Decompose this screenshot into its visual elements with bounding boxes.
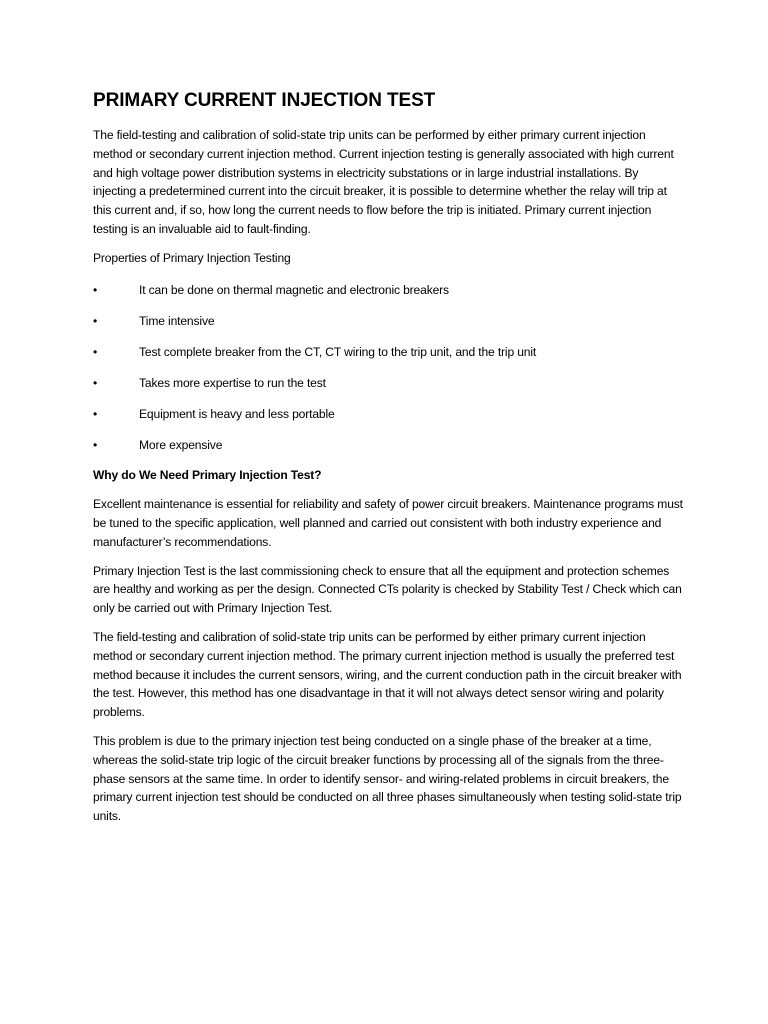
- list-item: [93, 312, 683, 331]
- body-paragraph: This problem is due to the primary injection test being conducted on a single phase of the breaker at a time, whereas the solid-state trip logic of the circuit breaker functions by processing all of the signals from the three-phase sensors at the same time. In order to identify sensor- and wiring-related problems in circuit breakers, the primary current injection test should be conducted on all three phases simultaneously when testing solid-state trip units.: [93, 734, 682, 824]
- why-heading: Why do We Need Primary Injection Test?: [93, 468, 322, 483]
- list-item-text: Takes more expertise to run the test: [139, 375, 326, 390]
- body-paragraph: The field-testing and calibration of solid-state trip units can be performed by either primary current injection method or secondary current injection method. The primary current injection method is usually the preferred test method because it includes the current sensors, wiring, and the current conduction path in the circuit breaker with the test. However, this method has one disadvantage in that it will not always detect sensor wiring and polarity problems.: [93, 630, 682, 720]
- properties-list: [93, 281, 683, 455]
- bullet-marker: •: [93, 344, 98, 359]
- list-item-text: Test complete breaker from the CT, CT wiring to the trip unit, and the trip unit: [139, 344, 537, 359]
- list-item-text: Time intensive: [139, 313, 215, 328]
- list-item-text: Equipment is heavy and less portable: [139, 406, 335, 421]
- list-item-text: More expensive: [139, 437, 223, 452]
- bullet-marker: •: [93, 313, 98, 328]
- document-page: [93, 88, 683, 836]
- list-item: [93, 281, 683, 300]
- body-paragraph: Excellent maintenance is essential for reliability and safety of power circuit breakers. Maintenance programs must be tuned to the specific application, well planned and carried out consistent with both industry experience and manufacturer’s recommendations.: [93, 497, 683, 549]
- bullet-marker: •: [93, 375, 98, 390]
- list-item-text: It can be done on thermal magnetic and electronic breakers: [139, 282, 449, 297]
- list-item: [93, 343, 683, 362]
- body-paragraph: Primary Injection Test is the last commissioning check to ensure that all the equipment and protection schemes are healthy and working as per the design. Connected CTs polarity is checked by Stability Test / Check which can only be carried out with Primary Injection Test.: [93, 563, 682, 616]
- bullet-marker: •: [93, 406, 98, 421]
- bullet-marker: •: [93, 282, 98, 297]
- list-item: [93, 405, 683, 424]
- bullet-marker: •: [93, 437, 98, 452]
- properties-heading: Properties of Primary Injection Testing: [93, 250, 291, 265]
- intro-paragraph: The field-testing and calibration of solid-state trip units can be performed by either primary current injection method or secondary current injection method. Current injection testing is generally associated with high current and high voltage power distribution systems in electricity substations or in large industrial installations. By injecting a predetermined current into the circuit breaker, it is possible to determine whether the relay will trip at this current and, if so, how long the current needs to flow before the trip is initiated. Primary current injection testing is an invaluable aid to fault-finding.: [93, 128, 674, 236]
- list-item: [93, 436, 683, 455]
- list-item: [93, 374, 683, 393]
- page-title: PRIMARY CURRENT INJECTION TEST: [93, 90, 436, 111]
